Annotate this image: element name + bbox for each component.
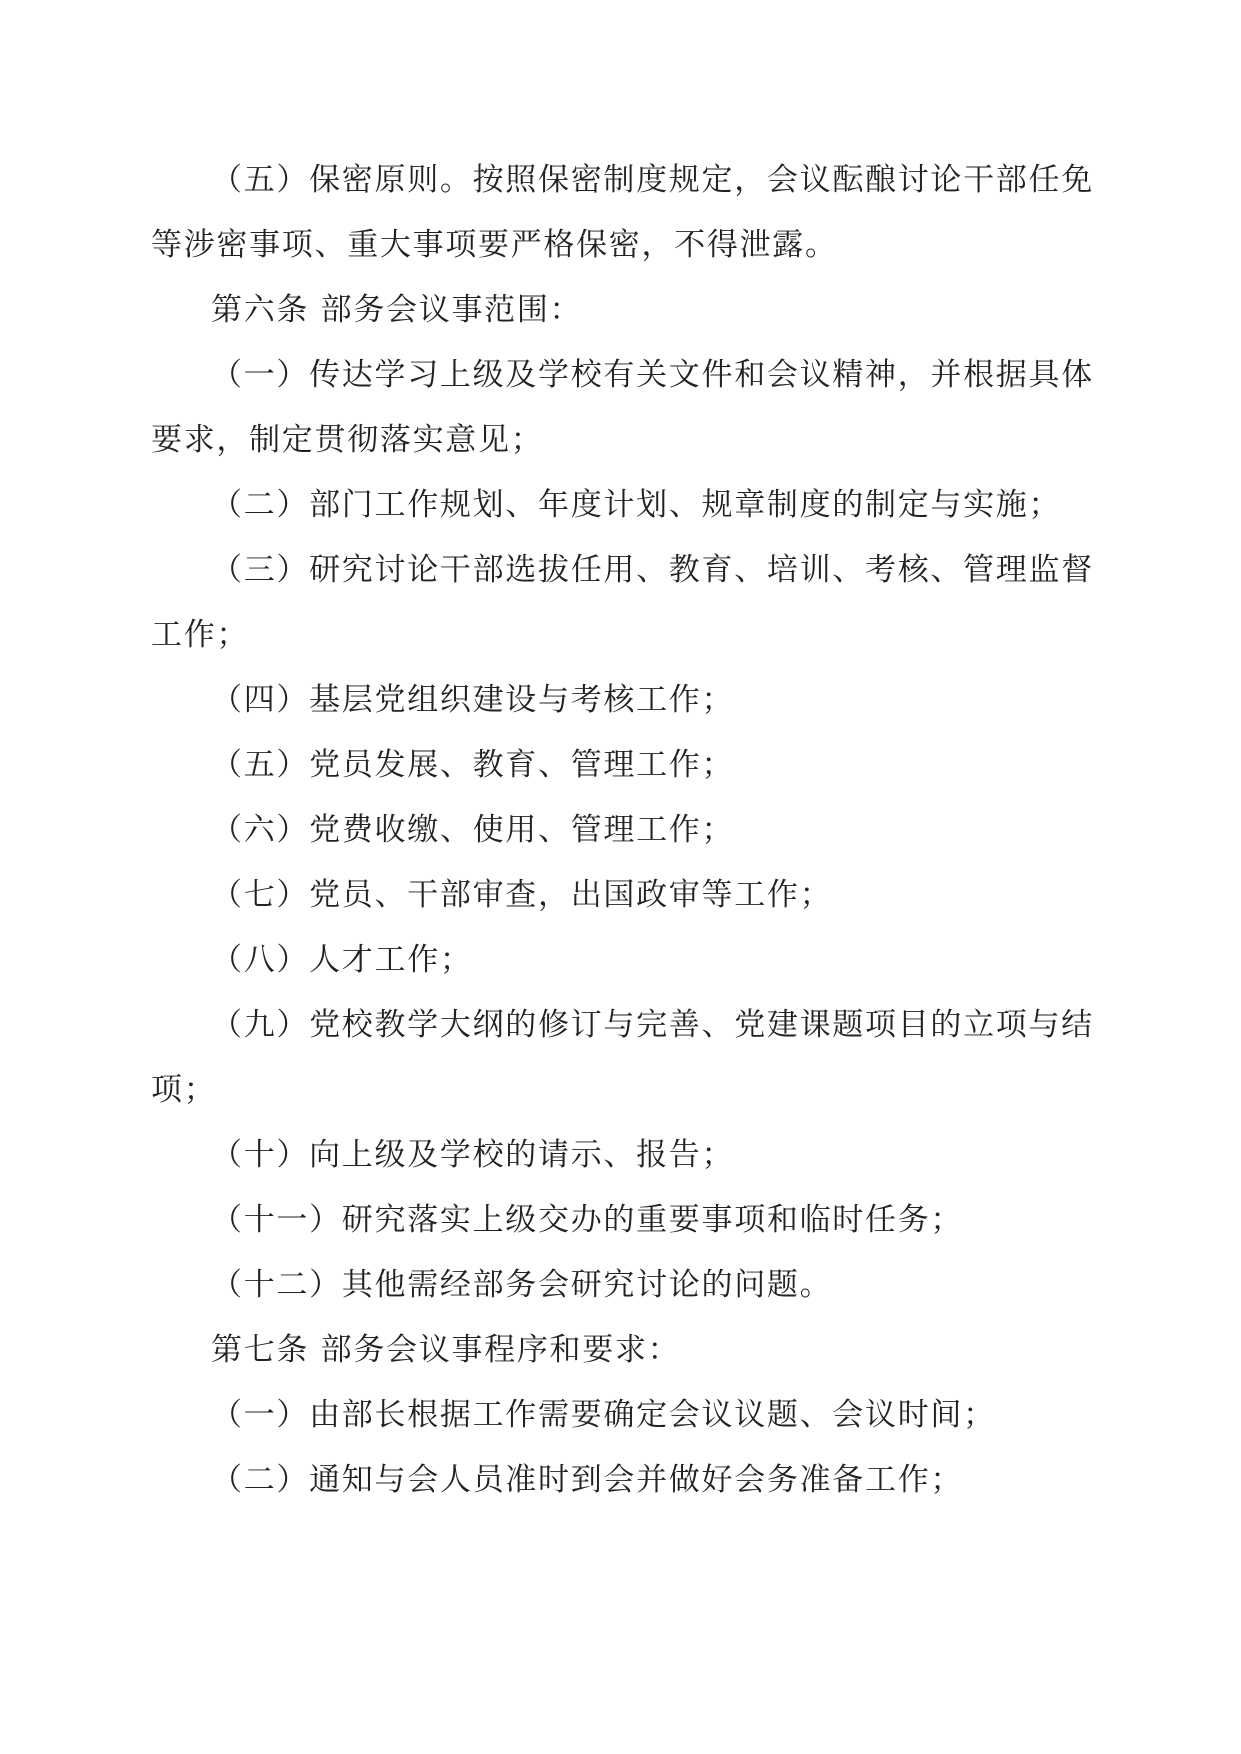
paragraph-line: （一）传达学习上级及学校有关文件和会议精神，并根据具体 (211, 357, 1094, 393)
document-body (151, 158, 1111, 1523)
paragraph-line: 项； (151, 1072, 217, 1108)
paragraph-line: （六）党费收缴、使用、管理工作； (211, 812, 735, 848)
paragraph-line: （二）部门工作规划、年度计划、规章制度的制定与实施； (211, 487, 1062, 523)
paragraph-line: （一）由部长根据工作需要确定会议议题、会议时间； (211, 1397, 996, 1433)
paragraph-line: （五）党员发展、教育、管理工作； (211, 747, 735, 783)
article-heading: 第六条 部务会议事范围： (211, 292, 583, 328)
paragraph-line: （四）基层党组织建设与考核工作； (211, 682, 735, 718)
paragraph-line: 等涉密事项、重大事项要严格保密，不得泄露。 (151, 227, 838, 263)
paragraph-line: （十一）研究落实上级交办的重要事项和临时任务； (211, 1202, 964, 1238)
paragraph-line: （九）党校教学大纲的修订与完善、党建课题项目的立项与结 (211, 1007, 1094, 1043)
paragraph-line: 工作； (151, 617, 250, 653)
paragraph-line: （三）研究讨论干部选拔任用、教育、培训、考核、管理监督 (211, 552, 1094, 588)
paragraph-line: （十二）其他需经部务会研究讨论的问题。 (211, 1267, 833, 1303)
article-heading: 第七条 部务会议事程序和要求： (211, 1332, 681, 1368)
paragraph-line: （十）向上级及学校的请示、报告； (211, 1137, 735, 1173)
paragraph-line: （七）党员、干部审查，出国政审等工作； (211, 877, 833, 913)
paragraph-line: 要求，制定贯彻落实意见； (151, 422, 544, 458)
paragraph-line: （五）保密原则。按照保密制度规定，会议酝酿讨论干部任免 (211, 162, 1094, 198)
paragraph-line: （八）人才工作； (211, 942, 473, 978)
paragraph-line: （二）通知与会人员准时到会并做好会务准备工作； (211, 1462, 964, 1498)
